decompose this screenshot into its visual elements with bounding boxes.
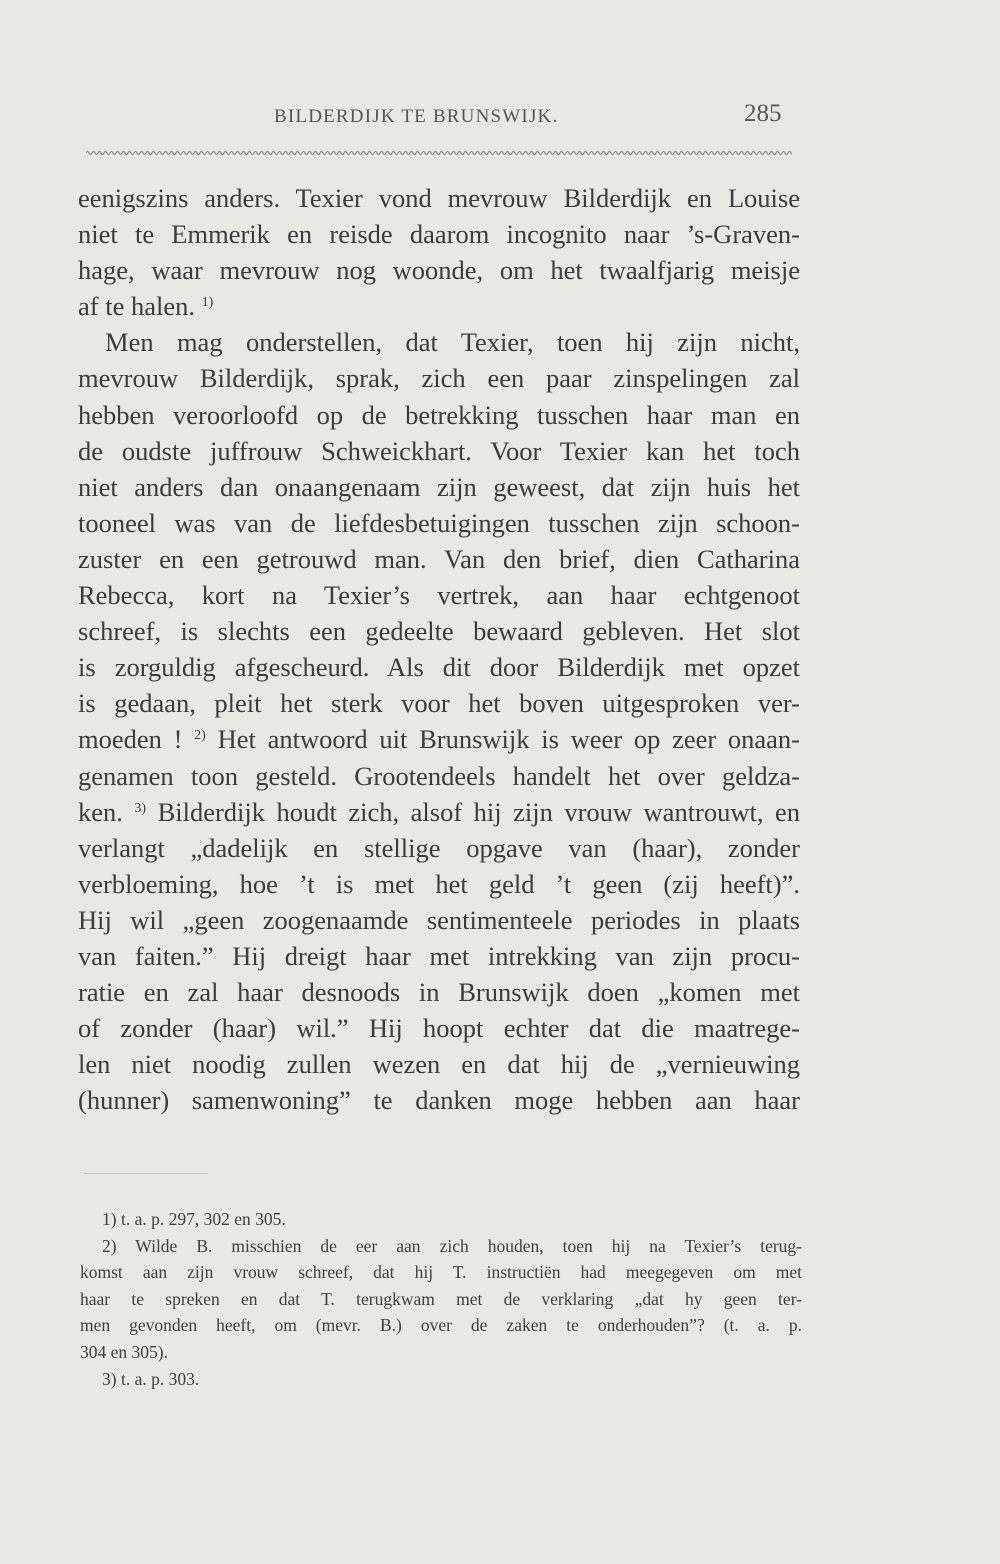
body-line: Men mag onderstellen, dat Texier, toen hij zijn nicht, [105, 327, 800, 358]
footnote-2-line: haar te spreken en dat T. terugkwam met de verklaring „dat hy geen ter- [80, 1288, 802, 1309]
body-line-text: moeden ! [78, 724, 183, 755]
body-line: eenigszins anders. Texier vond mevrouw Bilderdijk en Louise [78, 183, 800, 213]
body-line: len niet noodig zullen wezen en dat hij de „vernieuwing [78, 1049, 800, 1080]
body-line: van faiten.” Hij dreigt haar met intrekking van zijn procu- [78, 940, 800, 971]
footnote-3: 3) t. a. p. 303. [102, 1368, 200, 1389]
body-line: mevrouw Bilderdijk, sprak, zich een paar zinspelingen zal [78, 363, 800, 394]
body-line-text: ken. [78, 796, 123, 827]
body-line: niet te Emmerik en reisde daarom incognito naar ’s-Graven- [78, 219, 800, 250]
footnote-2-line: 304 en 305). [80, 1341, 168, 1362]
body-line: schreef, is slechts een gedeelte bewaard gebleven. Het slot [78, 616, 800, 647]
footnote-2-line: men gevonden heeft, om (mevr. B.) over de zaken te onderhouden”? (t. a. p. [80, 1315, 802, 1336]
body-line: verlangt „dadelijk en stellige opgave van (haar), zonder [78, 832, 800, 863]
body-line: Hij wil „geen zoogenaamde sentimenteele periodes in plaats [78, 904, 800, 935]
body-line: of zonder (haar) wil.” Hij hoopt echter dat die maatrege- [78, 1013, 800, 1044]
footnote-1: 1) t. a. p. 297, 302 en 305. [102, 1209, 286, 1229]
footnote-2-line: komst aan zijn vrouw schreef, dat hij T. instructiën had meegegeven om met [80, 1262, 802, 1283]
body-line: de oudste juffrouw Schweickhart. Voor Texier kan het toch [78, 435, 800, 466]
footnote-reference: 1) [201, 295, 214, 311]
body-line: (hunner) samenwoning” te danken moge hebben aan haar [78, 1085, 800, 1116]
body-line: genamen toon gesteld. Grootendeels handelt het over geldza- [78, 760, 800, 791]
body-line: ratie en zal haar desnoods in Brunswijk doen „komen met [78, 977, 800, 1008]
body-line: tooneel was van de liefdesbetuigingen tusschen zijn schoon- [78, 507, 800, 538]
body-line: hebben veroorloofd op de betrekking tusschen haar man en [78, 399, 800, 430]
body-line: niet anders dan onaangenaam zijn geweest, dat zijn huis het [78, 471, 800, 502]
body-line-text: Het antwoord uit Brunswijk is weer op zeer onaan- [217, 724, 801, 755]
body-line [78, 794, 800, 830]
footnote-2: 2) Wilde B. misschien de eer aan zich houden, toen hij na Texier’s terug- [102, 1235, 802, 1256]
body-line [78, 288, 800, 324]
footnote-reference: 2) [194, 728, 206, 744]
body-line: zuster en een getrouwd man. Van den brief, dien Catharina [78, 543, 800, 574]
running-title: BILDERDIJK TE BRUNSWIJK. [274, 106, 559, 127]
body-line [78, 721, 800, 757]
body-line: is gedaan, pleit het sterk voor het boven uitgesproken ver- [78, 688, 800, 719]
footnote-separator [84, 1173, 208, 1174]
body-line-text: Bilderdijk houdt zich, alsof hij zijn vrouw wantrouwt, en [157, 796, 801, 827]
body-line: is zorguldig afgescheurd. Als dit door Bilderdijk met opzet [78, 652, 800, 683]
body-line-text: af te halen. [78, 291, 195, 322]
ornamental-wavy-rule [86, 146, 792, 160]
footnote-reference: 3) [134, 800, 147, 816]
footnotes [80, 1206, 802, 1392]
body-line: Rebecca, kort na Texier’s vertrek, aan haar echtgenoot [78, 580, 800, 611]
body-line: hage, waar mevrouw nog woonde, om het twaalfjarig meisje [78, 255, 800, 286]
body-line: verbloeming, hoe ’t is met het geld ’t geen (zij heeft)”. [78, 868, 800, 899]
page-number: 285 [744, 100, 782, 127]
body-text [78, 180, 800, 1118]
